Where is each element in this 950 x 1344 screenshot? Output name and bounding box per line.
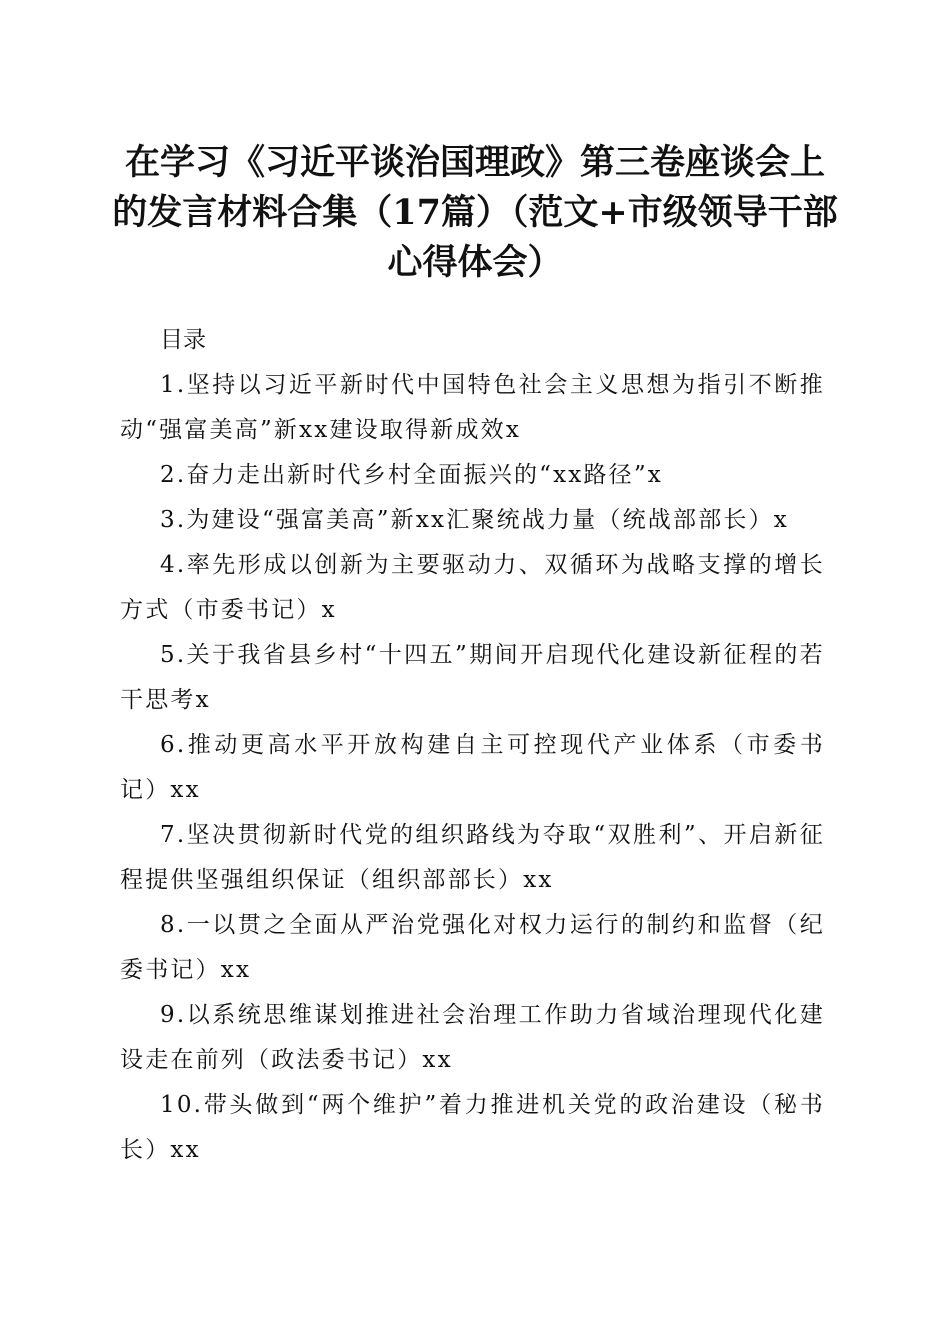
toc-item: 2.奋力走出新时代乡村全面振兴的“xx路径”x [160, 462, 663, 488]
toc-item: 5.关于我省县乡村“十四五”期间开启现代化建设新征程的若干思考x [120, 642, 825, 713]
toc-item: 7.坚决贯彻新时代党的组织路线为夺取“双胜利”、开启新征程提供坚强组织保证（组织部部长）xx [120, 822, 825, 893]
document-title: 在学习《习近平谈治国理政》第三卷座谈会上的发言材料合集（17篇）（范文+市级领导干部心得体会） [112, 142, 838, 283]
toc-item: 10.带头做到“两个维护”着力推进机关党的政治建设（秘书长）xx [120, 1092, 825, 1163]
toc-item: 9.以系统思维谋划推进社会治理工作助力省域治理现代化建设走在前列（政法委书记）xx [120, 1002, 825, 1073]
toc-item: 3.为建设“强富美高”新xx汇聚统战力量（统战部部长）x [160, 507, 789, 533]
toc-item: 8.一以贯之全面从严治党强化对权力运行的制约和监督（纪委书记）xx [120, 912, 825, 983]
toc-item: 6.推动更高水平开放构建自主可控现代产业体系（市委书记）xx [120, 732, 825, 803]
table-of-contents [120, 318, 825, 1173]
toc-item: 4.率先形成以创新为主要驱动力、双循环为战略支撑的增长方式（市委书记）x [120, 552, 825, 623]
toc-item: 1.坚持以习近平新时代中国特色社会主义思想为指引不断推动“强富美高”新xx建设取得新成效x [120, 372, 825, 443]
toc-heading: 目录 [160, 327, 206, 353]
